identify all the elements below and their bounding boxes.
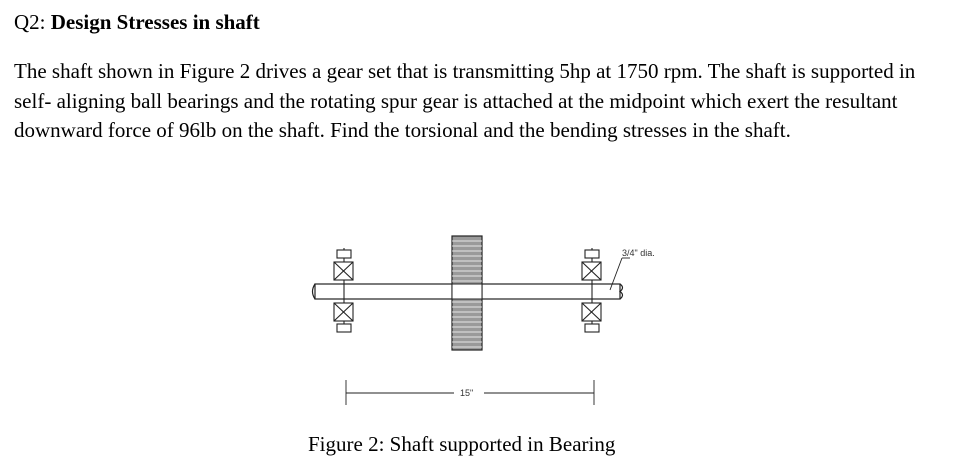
problem-statement: The shaft shown in Figure 2 drives a gear set that is transmitting 5hp at 1750 rpm. The shaft is supported in self- aligning ball bearings and the rotating spur gear is attached at the midpoint which exert the resultant downward force of 96lb on the shaft. Find the torsional and the bending stresses in the shaft. — [14, 59, 916, 142]
diameter-label: 3/4" dia. — [622, 248, 655, 258]
shaft-figure — [300, 220, 680, 420]
question-heading — [14, 9, 260, 35]
question-number: Q2: — [14, 10, 46, 34]
figure-caption: Figure 2: Shaft supported in Bearing — [308, 432, 616, 456]
spur-gear-icon — [452, 236, 482, 350]
span-label: 15" — [460, 388, 474, 398]
question-title: Design Stresses in shaft — [50, 10, 260, 34]
